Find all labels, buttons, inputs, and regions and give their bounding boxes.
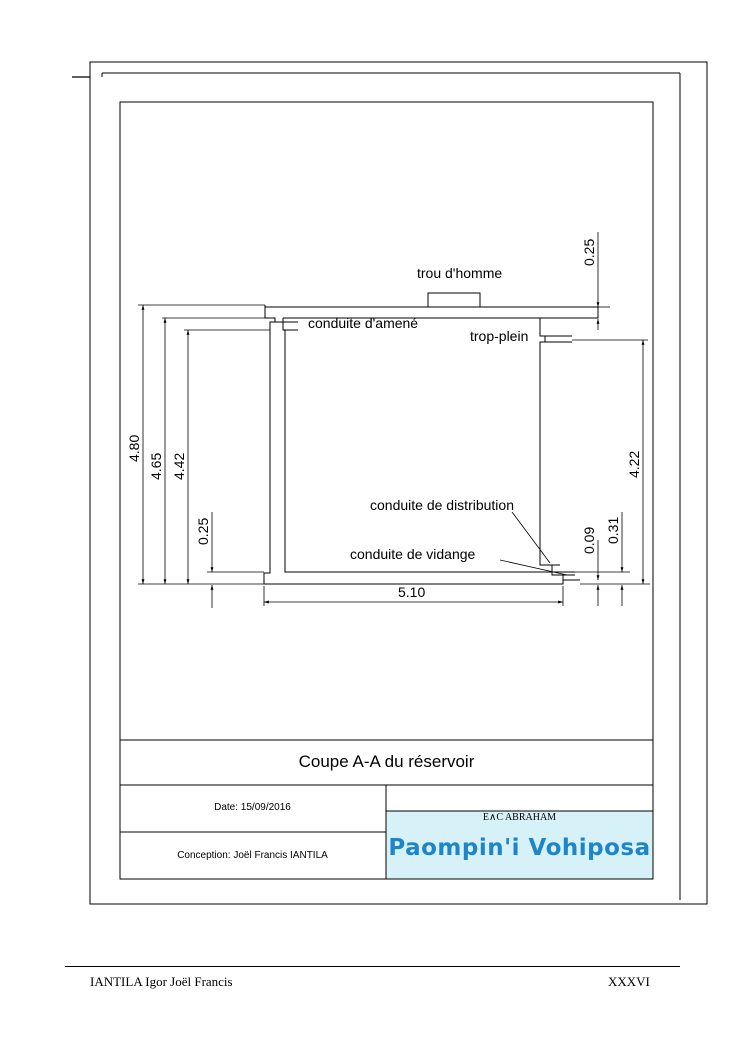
footer-author: IANTILA Igor Joël Francis [90,974,233,989]
drawing-labels [308,265,528,562]
overflow-label: trop-plein [470,328,529,344]
dim-inner-height-1: 4.65 [148,452,164,480]
leader-lines [500,512,567,575]
manhole-label: trou d'homme [417,265,503,281]
drawing-title: Coupe A-A du réservoir [298,752,475,771]
dim-inner-height-2: 4.42 [171,452,187,480]
drawing-date: Date: 15/09/2016 [214,802,291,813]
drain-label: conduite de vidange [350,546,476,562]
inlet-label: conduite d'amené [308,315,419,331]
reservoir-section [264,293,598,584]
dim-total-height: 4.80 [126,434,142,462]
dim-overflow-height: 4.22 [626,450,642,478]
logo-main-text: Paompin'i Vohiposa [388,835,651,861]
dim-distribution-height: 0.09 [581,526,597,554]
dim-width: 5.10 [398,584,426,600]
footer-page-number: XXXVI [608,974,650,989]
logo-top-text: E∧C ABRAHAM [482,812,557,823]
footer-rule [65,966,680,967]
dim-inlet-height: 0.25 [195,517,211,545]
dim-top-thickness: 0.25 [581,238,597,266]
drawing-designer: Conception: Joël Francis IANTILA [177,850,328,861]
dim-drain-height: 0.31 [605,516,621,544]
distribution-label: conduite de distribution [370,497,514,513]
